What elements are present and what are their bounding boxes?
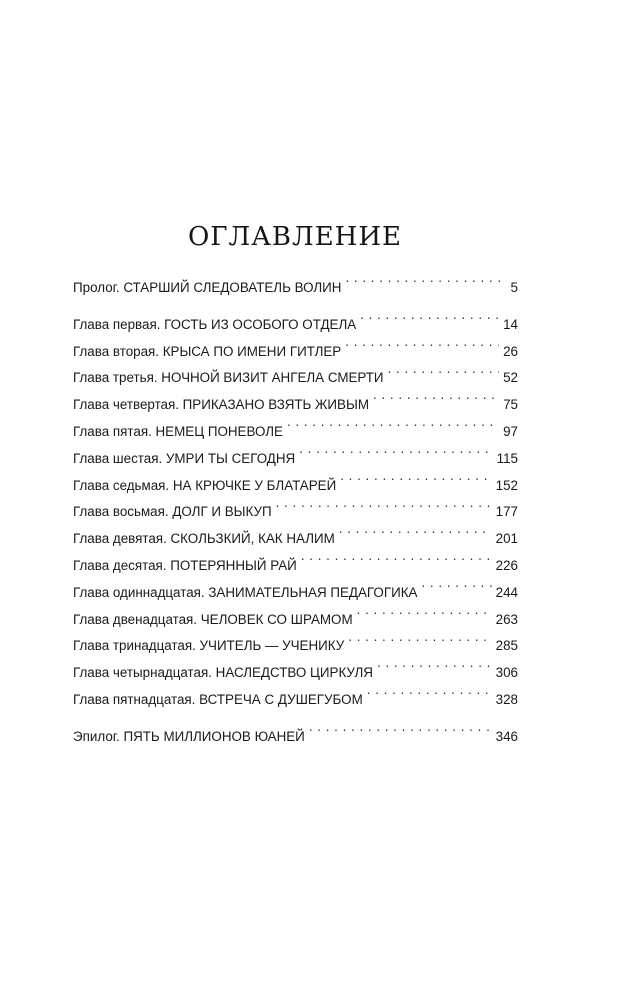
toc-entry-page: 285 [495,638,518,654]
dot-leader [377,664,492,677]
toc-entry-chapter-14 [73,660,518,687]
dot-leader [345,342,499,355]
toc-entry-page: 75 [503,397,518,413]
dot-leader [276,503,492,516]
toc-entry-label: Глава вторая. КРЫСА ПО ИМЕНИ ГИТЛЕР [73,343,342,359]
dot-leader [348,637,491,650]
toc-entry-label: Глава одиннадцатая. ЗАНИМАТЕЛЬНАЯ ПЕДАГОГИКА [73,584,418,600]
toc-entry-chapter-11 [73,580,518,607]
toc-entry-label: Глава четвертая. ПРИКАЗАНО ВЗЯТЬ ЖИВЫМ [73,397,369,413]
toc-entry-chapter-13 [73,633,518,660]
toc-entry-page: 97 [503,423,518,439]
toc-entry-label: Глава восьмая. ДОЛГ И ВЫКУП [73,504,272,520]
toc-entry-page: 201 [495,531,518,547]
toc-entry-chapter-3 [73,365,518,392]
toc-entry-label: Глава двенадцатая. ЧЕЛОВЕК СО ШРАМОМ [73,611,353,627]
toc-entry-prologue [73,275,518,302]
dot-leader [388,369,500,382]
dot-leader [301,557,492,570]
toc-entry-chapter-4 [73,392,518,419]
page-title: ОГЛАВЛЕНИЕ [187,222,403,252]
toc-entry-label: Глава четырнадцатая. НАСЛЕДСТВО ЦИРКУЛЯ [73,665,373,681]
toc-entry-chapter-10 [73,553,518,580]
toc-entry-page: 346 [495,728,518,744]
dot-leader [309,727,492,740]
dot-leader [373,396,499,409]
dot-leader [360,315,499,328]
toc-entry-label: Глава пятая. НЕМЕЦ ПОНЕВОЛЕ [73,423,283,439]
toc-entry-label: Глава седьмая. НА КРЮЧКЕ У БЛАТАРЕЙ [73,477,337,493]
toc-entry-label: Глава шестая. УМРИ ТЫ СЕГОДНЯ [73,450,296,466]
toc-entry-page: 14 [503,316,518,332]
toc-entry-chapter-9 [73,526,518,553]
table-of-contents [73,275,518,751]
toc-entry-label: Эпилог. ПЯТЬ МИЛЛИОНОВ ЮАНЕЙ [73,728,305,744]
toc-entry-label: Глава десятая. ПОТЕРЯННЫЙ РАЙ [73,557,297,573]
dot-leader [287,423,499,436]
toc-entry-chapter-8 [73,499,518,526]
toc-entry-label: Глава первая. ГОСТЬ ИЗ ОСОБОГО ОТДЕЛА [73,316,357,332]
dot-leader [421,583,491,596]
toc-entry-chapter-12 [73,607,518,634]
toc-entry-chapter-6 [73,446,518,473]
dot-leader [299,449,492,462]
toc-entry-chapter-15 [73,687,518,714]
dot-leader [340,476,491,489]
toc-entry-page: 152 [495,477,518,493]
toc-entry-page: 26 [503,343,518,359]
dot-leader [357,610,492,623]
toc-entry-page: 5 [510,280,518,295]
dot-leader [367,691,492,704]
toc-entry-page: 244 [495,584,518,600]
toc-entry-page: 52 [503,370,518,386]
toc-entry-label: Глава девятая. СКОЛЬЗКИЙ, КАК НАЛИМ [73,531,335,547]
toc-entry-label: Пролог. СТАРШИЙ СЛЕДОВАТЕЛЬ ВОЛИН [73,280,342,295]
toc-entry-page: 177 [495,504,518,520]
toc-entry-page: 328 [495,691,518,707]
toc-entry-chapter-1 [73,312,518,339]
toc-entry-label: Глава пятнадцатая. ВСТРЕЧА С ДУШЕГУБОМ [73,691,363,707]
toc-entry-chapter-2 [73,339,518,366]
toc-entry-page: 306 [495,665,518,681]
toc-entry-chapter-7 [73,473,518,500]
toc-entry-label: Глава третья. НОЧНОЙ ВИЗИТ АНГЕЛА СМЕРТИ [73,370,384,386]
dot-leader [345,279,506,292]
dot-leader [339,530,492,543]
toc-entry-epilogue [73,724,518,751]
toc-entry-chapter-5 [73,419,518,446]
toc-entry-page: 226 [495,557,518,573]
toc-entry-label: Глава тринадцатая. УЧИТЕЛЬ — УЧЕНИКУ [73,638,345,654]
toc-entry-page: 115 [496,450,518,466]
toc-entry-page: 263 [495,611,518,627]
